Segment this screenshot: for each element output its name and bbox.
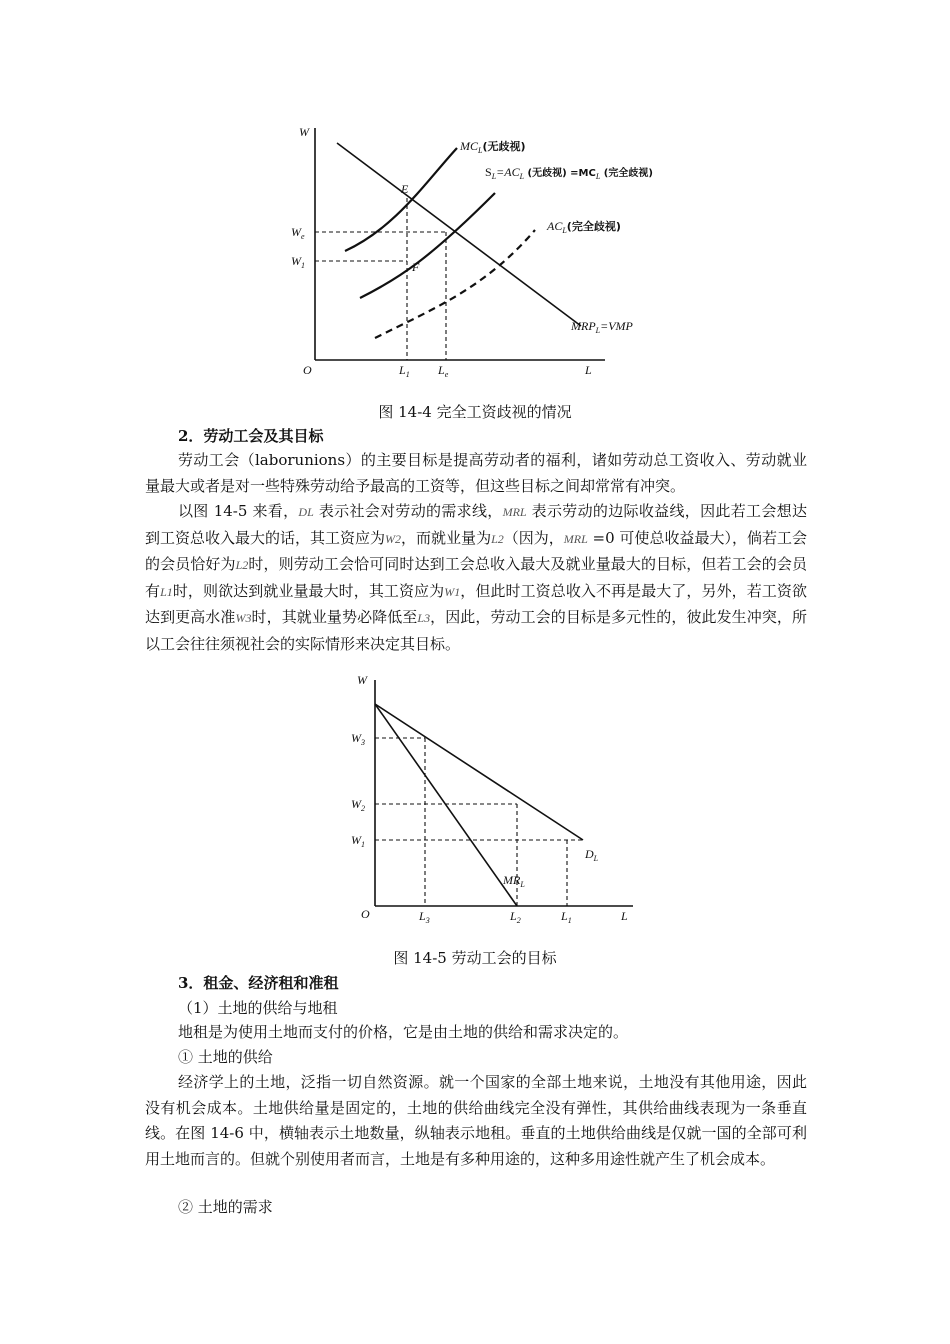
we-label: $W_e$ xyxy=(291,225,305,241)
section-2-paragraph-1: 劳动工会（laborunions）的主要目标是提高劳动者的福利，诸如劳动总工资收入、劳动就业量最大或者是对一些特殊劳动给予最高的工资等，但这些目标之间却常常有冲突。 xyxy=(145,451,807,495)
w3-label: $W_3$ xyxy=(351,731,365,747)
section-2-heading: 2．劳动工会及其目标 xyxy=(178,427,324,445)
w1-label: $W_1$ xyxy=(291,254,305,270)
ac-curve-full-discrimination xyxy=(375,230,535,338)
demand-curve xyxy=(375,704,583,840)
mrl-label: $MR_L$ xyxy=(503,873,525,889)
section-3-subheading-1: （1）土地的供给与地租 xyxy=(178,999,338,1017)
figure-14-4-caption: 图 14-4 完全工资歧视的情况 xyxy=(378,403,572,421)
mrp-curve-label: $MRP_L=VMP$ xyxy=(571,319,633,335)
origin-label: O xyxy=(361,907,370,921)
section-3-heading: 3．租金、经济租和准租 xyxy=(178,974,339,992)
section-3-subheading-3: ② 土地的需求 xyxy=(178,1198,273,1216)
supply-curve-label: $S_L=AC_L$ $^{(无歧视) =MC}_L$ $^{(完全歧视)}$ xyxy=(485,165,653,181)
dl-label: $D_L$ xyxy=(585,847,599,863)
section-3-subheading-2: ① 土地的供给 xyxy=(178,1048,273,1066)
w1-label: $W_1$ xyxy=(351,833,365,849)
figure-14-5-caption: 图 14-5 劳动工会的目标 xyxy=(393,949,557,967)
y-axis-label: W xyxy=(357,673,367,687)
l3-label: $L_3$ xyxy=(419,909,430,925)
section-2-paragraph-2: 以图 14-5 来看，DL 表示社会对劳动的需求线，MRL 表示劳动的边际收益线，因此若工会想达到工资总收入最大的话，其工资应为W2，而就业量为L2（因为，MRL =0 可使总收益最大），倘若工会的会员恰好为L2时，则劳动工会恰可同时达到工会总收入最大及就业量最大的目标，但若工会的会员有L1时，则欲达到就业量最大时，其工资应为W1，但此时工资总收入不再是最大了，另外，若工资欲达到更高水准W3时，其就业量势必降低至L3，因此，劳动工会的目标是多元性的，彼此发生冲突，所以工会往往须视社会的实际情形来决定其目标。 xyxy=(145,502,807,653)
mc-curve-label: $MC_L$(无歧视) xyxy=(460,139,526,155)
mr-curve xyxy=(375,704,517,906)
point-e-label: E xyxy=(401,182,409,196)
mc-curve xyxy=(345,148,457,251)
le-label: $L_e$ xyxy=(438,363,449,379)
section-3-paragraph-2: 经济学上的土地，泛指一切自然资源。就一个国家的全部土地来说，土地没有其他用途，因此没有机会成本。土地供给量是固定的，土地的供给曲线完全没有弹性，其供给曲线表现为一条垂直线。在图 14-6 中，横轴表示土地数量，纵轴表示地租。垂直的土地供给曲线是仅就一国的全部可利用土地而言的。但就个别使用者而言，土地是有多种用途的，这种多用途性就产生了机会成本。 xyxy=(145,1073,807,1168)
l2-label: $L_2$ xyxy=(510,909,521,925)
section-3-paragraph-1: 地租是为使用土地而支付的价格，它是由土地的供给和需求决定的。 xyxy=(178,1023,629,1041)
point-f-label: F xyxy=(412,260,420,274)
ac-curve-label: $AC_L$(完全歧视) xyxy=(547,219,621,235)
figure-14-5 xyxy=(345,668,645,933)
origin-label: O xyxy=(303,363,312,377)
y-axis-label: W xyxy=(299,125,309,139)
x-axis-label: L xyxy=(585,363,592,377)
l1-label: $L_1$ xyxy=(561,909,572,925)
w2-label: $W_2$ xyxy=(351,797,365,813)
figure-14-4 xyxy=(285,118,705,383)
l1-label: $L_1$ xyxy=(399,363,410,379)
x-axis-label: L xyxy=(621,909,628,923)
